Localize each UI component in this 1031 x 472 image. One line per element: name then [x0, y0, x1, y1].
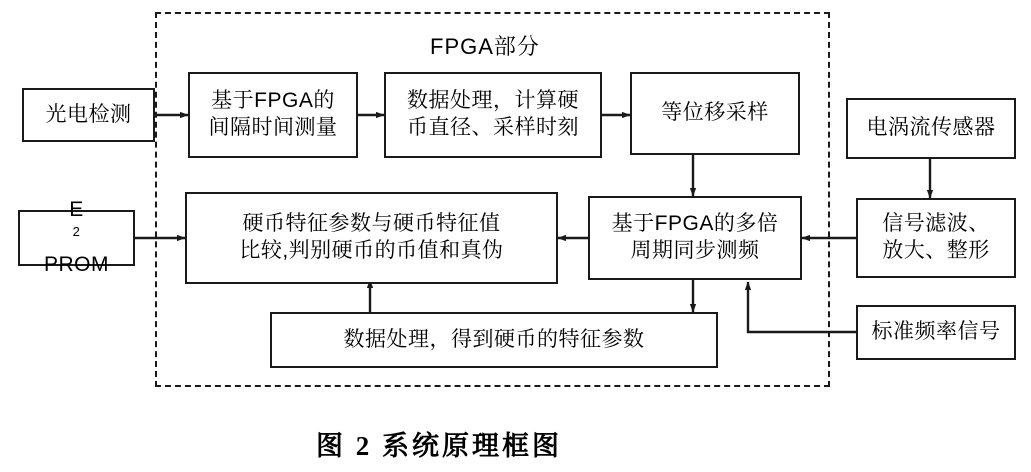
node-signal-filter-amplify-shape[interactable] — [856, 198, 1016, 278]
node-fpga-multi-period-frequency-line1: 基于FPGA的多倍 — [611, 212, 779, 236]
figure-caption: 图 2 系统原理框图 — [316, 431, 562, 461]
node-signal-filter-line2: 放大、整形 — [882, 239, 990, 262]
node-fpga-interval-line2: 间隔时间测量 — [208, 116, 338, 139]
node-photo-detect[interactable] — [22, 88, 155, 142]
node-fpga-interval[interactable] — [188, 72, 358, 158]
node-photo-detect-label: 光电检测 — [45, 102, 132, 126]
node-equal-displacement-sampling-label: 等位移采样 — [661, 101, 769, 125]
node-data-process-diameter-line1: 数据处理，计算硬 — [407, 89, 579, 113]
node-data-process-diameter[interactable] — [384, 72, 602, 158]
node-data-process-diameter-line2: 币直径、采样时刻 — [407, 116, 579, 139]
node-eeprom-label: E $^2$ PROM — [44, 198, 109, 276]
node-eddy-current-sensor-label: 电涡流传感器 — [866, 116, 996, 140]
fpga-region-label: FPGA部分 — [430, 34, 540, 59]
node-compare-coin-feature-line1: 硬币特征参数与硬币特征值 — [242, 212, 501, 236]
node-eddy-current-sensor[interactable] — [846, 98, 1016, 159]
node-compare-coin-feature[interactable] — [185, 192, 558, 284]
node-fpga-multi-period-frequency-line2: 周期同步测频 — [630, 239, 760, 262]
node-fpga-multi-period-frequency[interactable] — [588, 196, 802, 280]
node-fpga-interval-line1: 基于FPGA的 — [211, 89, 335, 113]
node-data-process-feature-label: 数据处理，得到硬币的特征参数 — [343, 327, 645, 351]
node-standard-frequency-signal[interactable] — [856, 305, 1016, 360]
node-data-process-feature[interactable] — [270, 312, 718, 368]
node-eeprom[interactable] — [18, 198, 135, 276]
node-standard-frequency-signal-label: 标准频率信号 — [871, 320, 1001, 344]
node-equal-displacement-sampling[interactable] — [630, 72, 800, 155]
node-signal-filter-line1: 信号滤波、 — [882, 212, 990, 236]
node-compare-coin-feature-line2: 比较,判别硬币的币值和真伪 — [239, 239, 504, 262]
